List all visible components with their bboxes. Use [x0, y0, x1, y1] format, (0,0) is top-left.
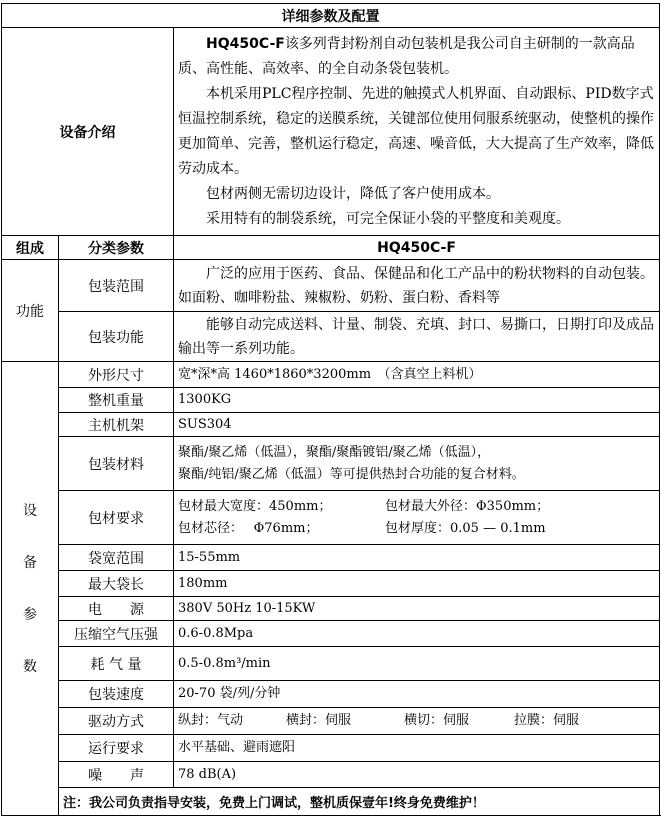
params-group-label — [2, 362, 59, 816]
dimensions-label: 外形尺寸 — [59, 362, 174, 388]
speed-label: 包装速度 — [59, 681, 174, 708]
drive-transverse-cut: 横切：伺服 — [404, 713, 470, 728]
material-value — [174, 437, 660, 491]
frame-label: 主机机架 — [59, 413, 174, 437]
material-label: 包装材料 — [59, 437, 174, 491]
material-req-label: 包材要求 — [59, 491, 174, 545]
params-group-char: 设 — [23, 502, 37, 519]
intro-p1-text: 该多列背封粉剂自动包装机是我公司自主研制的一款高品质、高性能、高效率、的全自动条袋包装机。 — [178, 35, 635, 77]
bag-width-label: 袋宽范围 — [59, 545, 174, 571]
param-row-air-consumption — [2, 647, 660, 681]
intro-model: HQ450C-F — [206, 35, 285, 52]
environment-label: 运行要求 — [59, 735, 174, 762]
note-row — [2, 788, 660, 816]
power-label: 电 源 — [59, 597, 174, 621]
intro-paragraph-3: 包材两侧无需切边设计，降低了客户使用成本。 — [206, 185, 500, 202]
header-category: 分类参数 — [59, 236, 174, 260]
params-group-char: 备 — [23, 554, 37, 571]
air-pressure-value: 0.6-0.8Mpa — [174, 621, 660, 647]
header-row — [2, 236, 660, 260]
dimensions-value: 宽*深*高 1460*1860*3200mm （含真空上料机） — [174, 362, 660, 388]
material-max-od: 包材最大外径：Φ350mm； — [385, 498, 550, 514]
material-max-width: 包材最大宽度：450mm； — [178, 498, 332, 514]
param-row-frame — [2, 413, 660, 437]
param-row-air-pressure — [2, 621, 660, 647]
material-line-1: 聚酯/聚乙烯（低温），聚酯/聚酯镀铝/聚乙烯（低温）， — [178, 444, 491, 460]
material-req-line-1 — [178, 496, 655, 518]
bag-width-value: 15-55mm — [174, 545, 660, 571]
scope-value — [174, 260, 660, 312]
material-req-value — [174, 491, 660, 545]
features-text: 能够自动完成送料、计量、制袋、充填、封口、易撕口，日期打印及成品输出等一系列功能。 — [178, 316, 654, 357]
drive-transverse-seal: 横封：伺服 — [286, 713, 352, 728]
air-pressure-label: 压缩空气压强 — [59, 621, 174, 647]
features-label: 包装功能 — [59, 312, 174, 362]
noise-value: 78 dB(A) — [174, 762, 660, 788]
intro-row — [2, 28, 660, 236]
max-length-label: 最大袋长 — [59, 571, 174, 597]
air-consumption-label: 耗 气 量 — [59, 647, 174, 681]
function-row-scope — [2, 260, 660, 312]
param-row-drive — [2, 708, 660, 735]
intro-paragraph-4: 采用特有的制袋系统，可完全保证小袋的平整度和美观度。 — [206, 210, 570, 227]
drive-value — [174, 708, 660, 735]
noise-label: 噪 声 — [59, 762, 174, 788]
material-req-line-2 — [178, 518, 655, 540]
param-row-environment — [2, 735, 660, 762]
param-row-power — [2, 597, 660, 621]
drive-label: 驱动方式 — [59, 708, 174, 735]
param-row-noise — [2, 762, 660, 788]
speed-value: 20-70 袋/列/分钟 — [174, 681, 660, 708]
scope-text: 广泛的应用于医药、食品、保健品和化工产品中的粉状物料的自动包装。如面粉、咖啡粉盐、辣椒粉、奶粉、蛋白粉、香料等 — [178, 265, 654, 306]
header-model: HQ450C-F — [174, 236, 660, 260]
param-row-material-req — [2, 491, 660, 545]
material-line-2: 聚酯/纯铝/聚乙烯（低温）等可提供热封合功能的复合材料。 — [178, 466, 525, 482]
intro-paragraph-1 — [178, 32, 655, 82]
scope-label: 包装范围 — [59, 260, 174, 312]
param-row-speed — [2, 681, 660, 708]
header-group: 组成 — [2, 236, 59, 260]
spec-table — [1, 3, 660, 816]
intro-text — [174, 28, 660, 236]
function-row-features — [2, 312, 660, 362]
param-row-material — [2, 437, 660, 491]
max-length-value: 180mm — [174, 571, 660, 597]
param-row-dimensions — [2, 362, 660, 388]
weight-value: 1300KG — [174, 388, 660, 413]
param-row-bag-width — [2, 545, 660, 571]
environment-value: 水平基础、避雨遮阳 — [174, 735, 660, 762]
power-value: 380V 50Hz 10-15KW — [174, 597, 660, 621]
intro-label: 设备介绍 — [2, 28, 174, 236]
drive-longitudinal: 纵封：气动 — [178, 713, 244, 728]
drive-film-pull: 拉膜：伺服 — [514, 713, 580, 728]
title-row — [2, 4, 660, 28]
param-row-weight — [2, 388, 660, 413]
params-group-char: 参 — [23, 606, 37, 623]
function-group-label: 功能 — [2, 260, 59, 362]
features-value — [174, 312, 660, 362]
air-consumption-value: 0.5-0.8m³/min — [174, 647, 660, 681]
params-group-char: 数 — [23, 658, 37, 675]
intro-paragraph-2: 本机采用PLC程序控制、先进的触摸式人机界面、自动跟标、PID数字式恒温控制系统，稳定的送膜系统，关键部位使用伺服系统驱动，使整机的操作更加简单、完善，整机运行稳定，高速、噪音低，大大提高了生产效率，降低劳动成本。 — [178, 85, 654, 177]
param-row-max-length — [2, 571, 660, 597]
material-core: 包材芯径： Φ76mm； — [178, 520, 319, 536]
table-title: 详细参数及配置 — [2, 4, 660, 28]
footer-note: 注：我公司负责指导安装，免费上门调试，整机质保壹年!终身免费维护！ — [59, 788, 660, 816]
frame-value: SUS304 — [174, 413, 660, 437]
material-thickness: 包材厚度：0.05 — 0.1mm — [385, 520, 546, 536]
weight-label: 整机重量 — [59, 388, 174, 413]
